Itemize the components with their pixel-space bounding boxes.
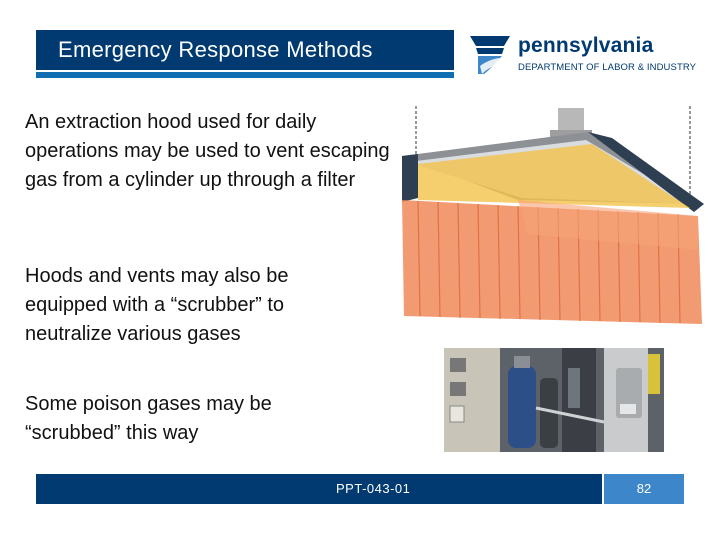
pa-logo [466,32,696,78]
slide-title: Emergency Response Methods [58,37,373,62]
bullet-scrubber: Hoods and vents may also be equipped with a “scrubber” to neutralize various gases [25,265,289,345]
gas-cylinder-scrubber-photo [444,348,664,452]
slide-number: 82 [604,474,684,504]
title-underline [36,72,454,78]
footer-document-code: PPT-043-01 [336,481,411,496]
extraction-hood-photo [398,104,708,330]
bullet-extraction-hood: An extraction hood used for daily operations may be used to vent escaping gas from a cylinder up through a filter [25,111,390,191]
bullet-poison-gases: Some poison gases may be “scrubbed” this way [25,393,272,444]
keystone-icon [466,32,514,78]
logo-name: pennsylvania [518,34,654,57]
slide-title-bar [36,30,454,70]
footer-bar [36,474,602,504]
blue-gas-cylinder [508,366,536,448]
logo-department: DEPARTMENT OF LABOR & INDUSTRY [518,62,697,73]
